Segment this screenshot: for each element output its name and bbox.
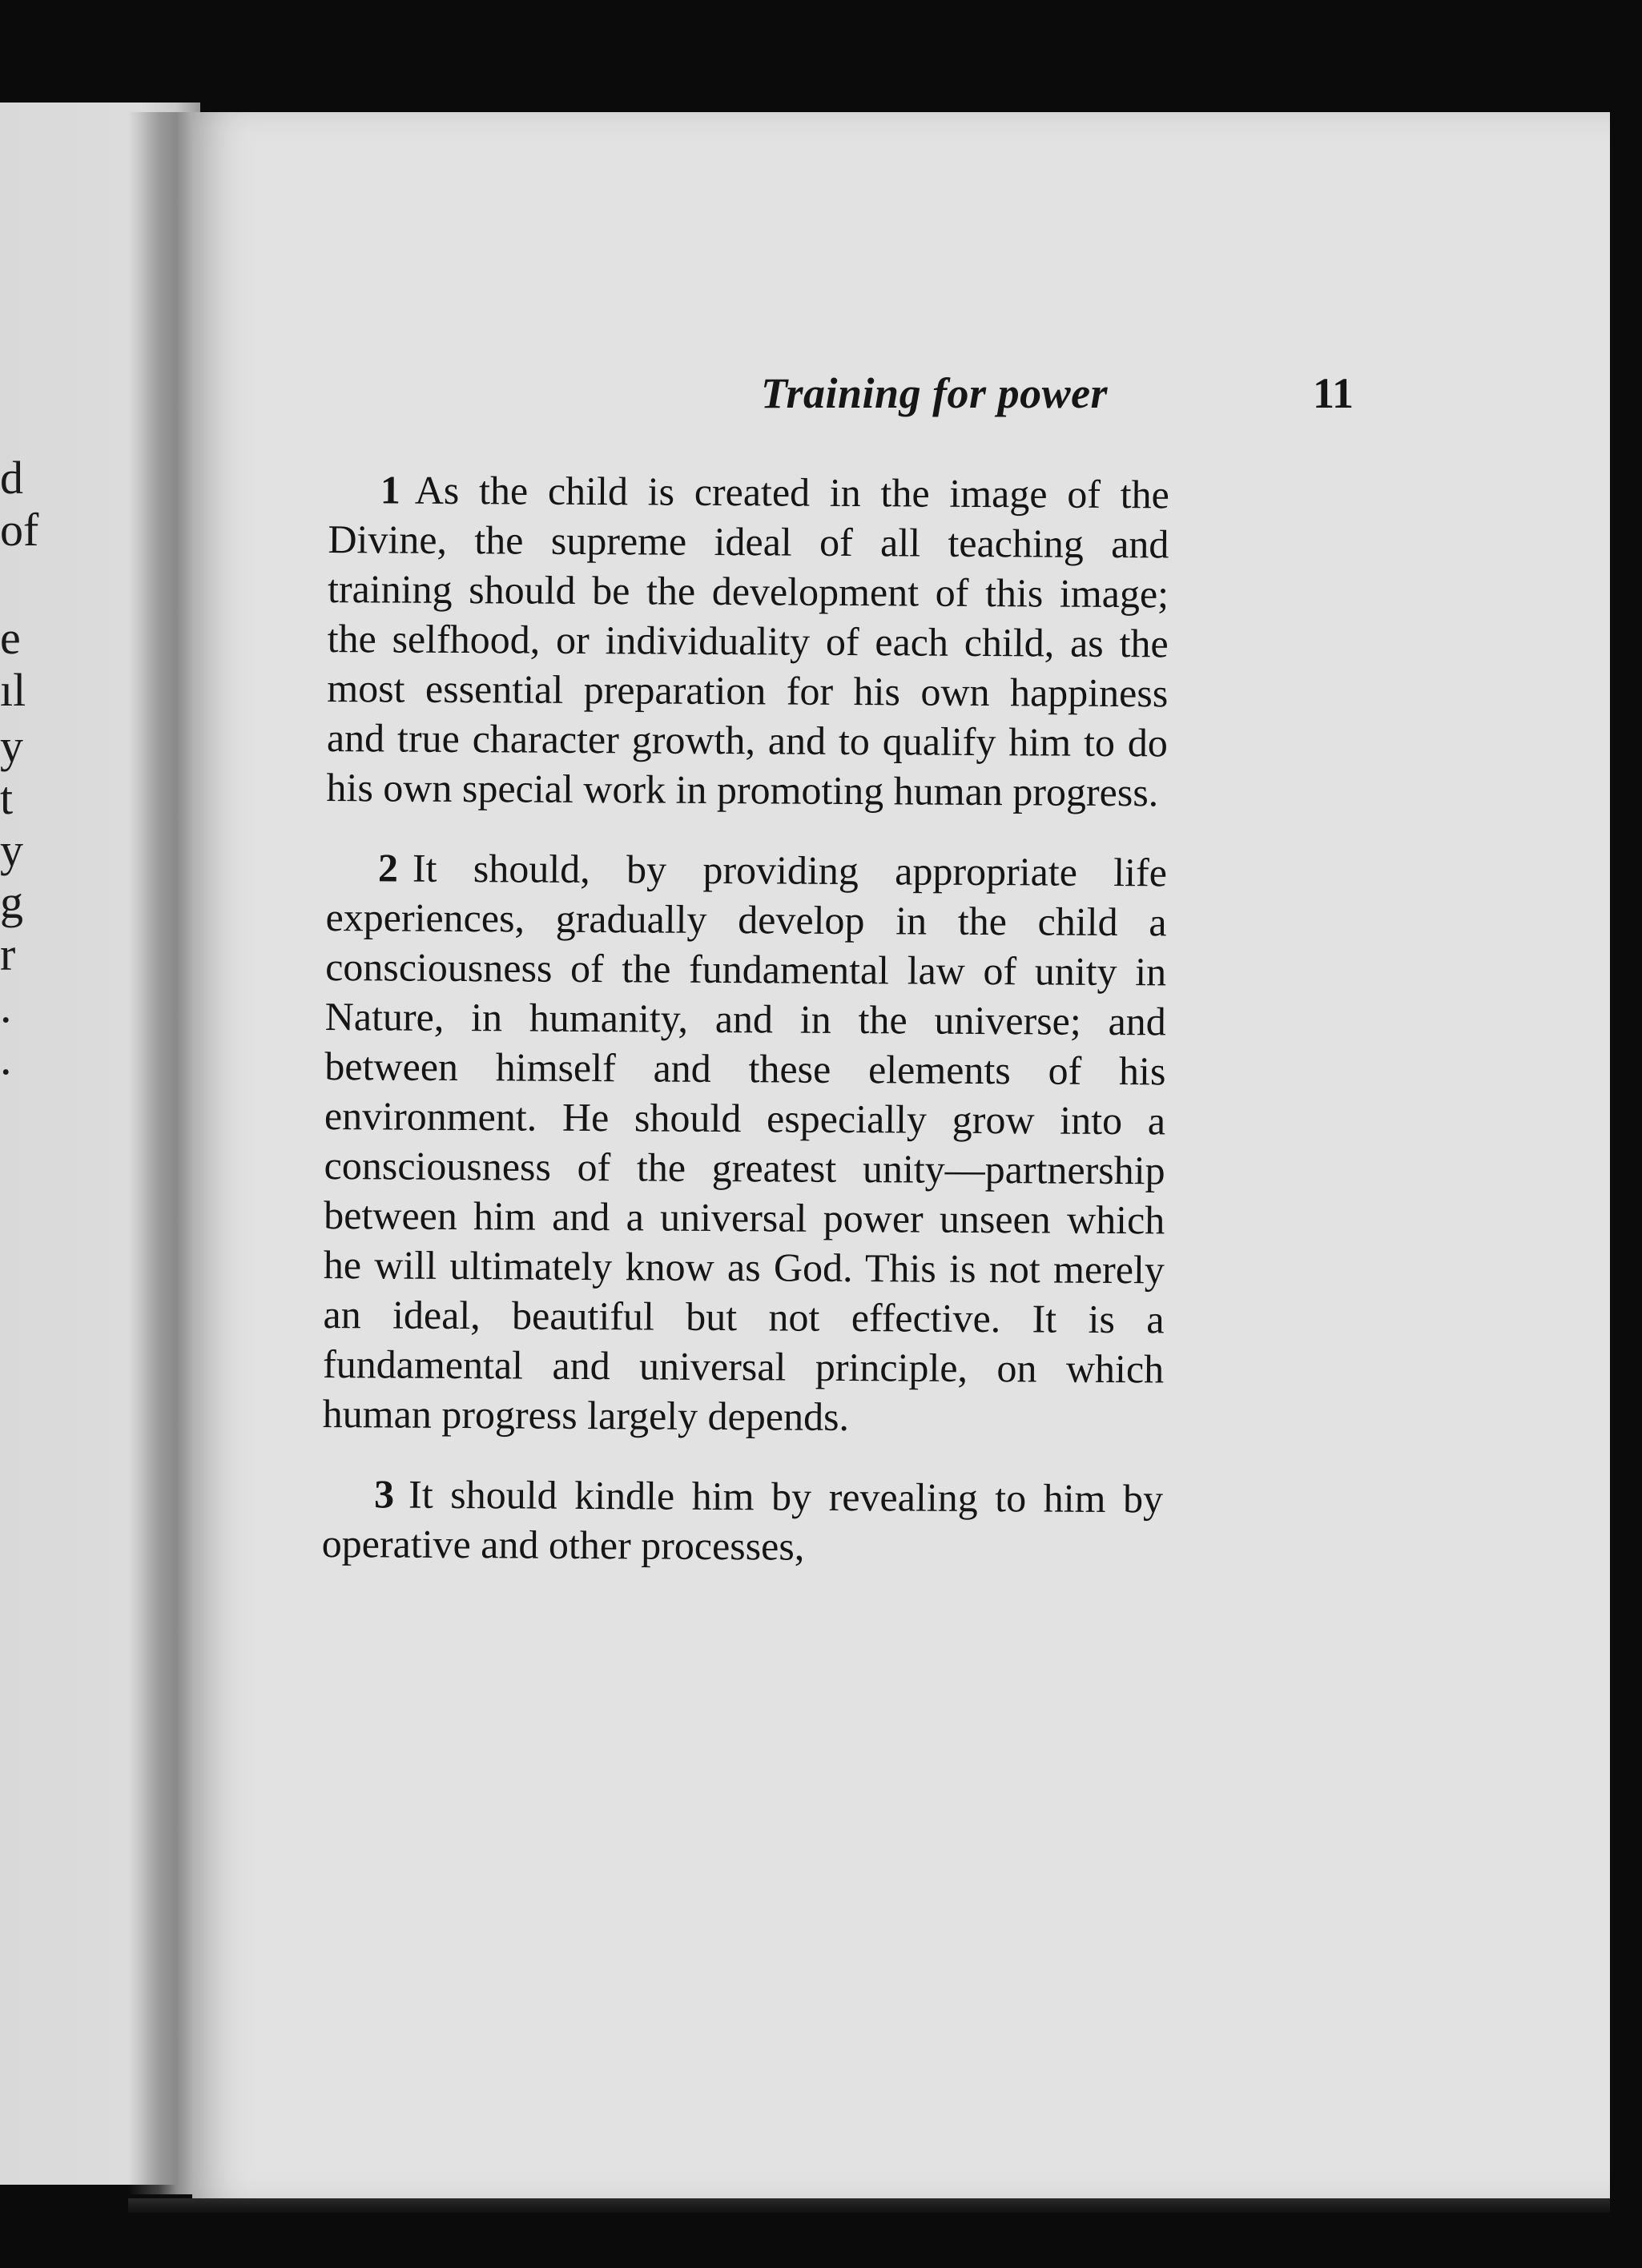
left-fragment: d bbox=[0, 452, 23, 504]
paragraph-number: 1 bbox=[380, 467, 400, 513]
page-body bbox=[321, 464, 1169, 1603]
paragraph-text: It should, by providing appropriate life experiences, gradually develop in the child a consciousness of the fundamental law of unity in Nature, in humanity, and in the universe; and between himself and these elements of his environment. He should especially grow into a consciousness of the greatest unity—partnership between him and a universal power unseen which he will ultimately know as God. This is not merely an ideal, beautiful but not effective. It is a fundamental and universal principle, on which human progress largely depends. bbox=[322, 845, 1168, 1439]
left-fragment: g bbox=[0, 876, 23, 928]
left-fragment: y bbox=[0, 720, 23, 772]
left-fragment: t bbox=[0, 772, 14, 824]
paragraph bbox=[326, 464, 1169, 817]
paragraph-number: 3 bbox=[373, 1471, 395, 1517]
paragraph bbox=[323, 842, 1168, 1443]
left-fragment: . bbox=[0, 1032, 12, 1084]
left-fragment: of bbox=[0, 504, 39, 556]
paragraph-text: As the child is created in the image of the Divine, the supreme ideal of all teaching and training should be the development of this image; the selfhood, or individuality of each child, as the most essential preparation for his own happiness and true character growth, and to qualify him to do his own special work in promoting human progress. bbox=[326, 467, 1169, 815]
left-fragment: ıl bbox=[0, 664, 26, 716]
paragraph-text: It should kindle him by revealing to him by operative and other processes, bbox=[321, 1471, 1164, 1569]
left-fragment: y bbox=[0, 824, 23, 876]
left-fragment: r bbox=[0, 928, 16, 980]
left-fragment: . bbox=[0, 980, 12, 1032]
page-number: 11 bbox=[1312, 369, 1354, 417]
running-head-title: Training for power bbox=[761, 369, 1109, 417]
running-head bbox=[561, 368, 1354, 432]
page-bottom-edge bbox=[128, 2198, 1610, 2213]
previous-page-text-fragments bbox=[0, 103, 48, 2185]
left-fragment: e bbox=[0, 612, 21, 664]
paragraph bbox=[322, 1469, 1164, 1573]
book-page bbox=[192, 112, 1610, 2202]
paragraph-number: 2 bbox=[377, 845, 399, 891]
